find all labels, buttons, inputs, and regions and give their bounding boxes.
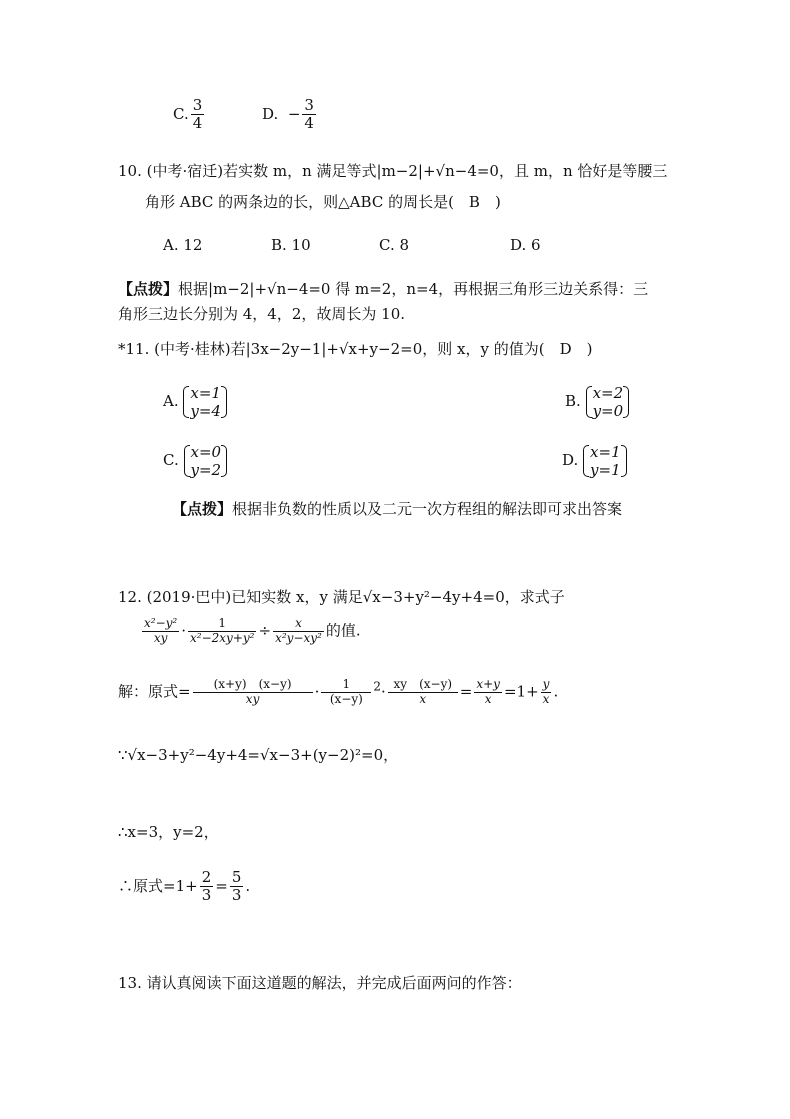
q11-stem: *11. (中考·桂林)若|3x−2y−1|+√x+y−2=0，则 x，y 的值为( D ) bbox=[118, 340, 593, 358]
q11-d-system: x=1 y=1 bbox=[583, 443, 627, 479]
q12-expression: $\frac{\text{x²−y²}}{xy}$ · $\frac{1}{\text{x²−2xy+y²}}$ ÷ $\frac{x}{\text{x²y−xy²}}$ 的值. bbox=[144, 616, 361, 645]
q12-therefore-line-2: ∴原式=1+ $\frac{2}{3}$ = $\frac{5}{3}$ . bbox=[118, 868, 251, 905]
q10-stem-line2: 角形 ABC 的两条边的长，则△ABC 的周长是( B ) bbox=[145, 193, 501, 211]
q10-hint-label: 【点拨】 bbox=[118, 280, 179, 298]
q12-expr-fraction-2: $\frac{1}{\text{x²−2xy+y²}}$ bbox=[190, 616, 255, 645]
q11-b-system: x=2 y=0 bbox=[586, 384, 630, 420]
q11-option-b: B. x=2 y=0 bbox=[565, 384, 629, 420]
q10-option-d: D. 6 bbox=[510, 236, 541, 254]
q10-option-a: A. 12 bbox=[163, 236, 203, 254]
q11-hint: 【点拨】根据非负数的性质以及二元一次方程组的解法即可求出答案 bbox=[172, 500, 623, 518]
q10-hint-line2: 角形三边长分别为 4，4，2，故周长为 10. bbox=[118, 305, 406, 323]
q12-result-fraction-2: $\frac{5}{3}$ bbox=[231, 868, 242, 905]
q12-stem: 12. (2019·巴中)已知实数 x，y 满足√x−3+y²−4y+4=0，求式子 bbox=[118, 588, 565, 606]
q12-sol-fraction-1: $\frac{(x+y) (x-y)}{xy}$ bbox=[193, 678, 313, 707]
q10-option-c: C. 8 bbox=[379, 236, 410, 254]
q11-c-system: x=0 y=2 bbox=[184, 443, 228, 479]
q11-a-system: x=1 y=4 bbox=[183, 384, 227, 420]
q12-sol-fraction-5: $\frac{y}{x}$ bbox=[542, 677, 550, 706]
q10-option-b: B. 10 bbox=[271, 236, 311, 254]
q13-stem: 13. 请认真阅读下面这道题的解法，并完成后面两问的作答： bbox=[118, 974, 522, 992]
q9-option-c: C. $\frac{3}{4}$ bbox=[173, 96, 203, 133]
q12-sol-fraction-2: $\frac{1}{(x-y)}$ bbox=[321, 678, 371, 707]
q12-expr-fraction-3: $\frac{x}{\text{x²y−xy²}}$ bbox=[275, 616, 322, 645]
q10-stem-line1: 10. (中考·宿迁)若实数 m，n 满足等式|m−2|+√n−4=0，且 m，n 恰好是等腰三 bbox=[118, 162, 668, 180]
q11-hint-label: 【点拨】 bbox=[172, 500, 233, 518]
q12-expr-fraction-1: $\frac{\text{x²−y²}}{xy}$ bbox=[144, 616, 178, 645]
q12-result-fraction-1: $\frac{2}{3}$ bbox=[201, 868, 212, 905]
q9-c-fraction: $\frac{3}{4}$ bbox=[192, 96, 203, 133]
q11-option-d: D. x=1 y=1 bbox=[562, 443, 627, 479]
q12-sol-fraction-4: $\frac{x+y}{x}$ bbox=[476, 677, 500, 706]
q11-option-a: A. x=1 y=4 bbox=[163, 384, 227, 420]
q11-option-c: C. x=0 y=2 bbox=[163, 443, 227, 479]
q12-therefore-line-1: ∴x=3，y=2， bbox=[118, 823, 219, 841]
q12-solution-line: 解：原式= $\frac{(x+y) (x-y)}{xy}$ · $\frac{1}{(x-y)}$ $^2$· $\frac{xy (x-y)}{x}$ = $\frac{x+y}{x}$ =1+ $\frac{y}{x}$ . bbox=[118, 677, 559, 706]
q12-sol-fraction-3: $\frac{xy (x-y)}{x}$ bbox=[388, 678, 458, 707]
q12-because-line: ∵√x−3+y²−4y+4=√x−3+(y−2)²=0， bbox=[118, 746, 399, 764]
q9-d-fraction: $\frac{3}{4}$ bbox=[304, 96, 314, 133]
q9-option-d: D. − $\frac{3}{4}$ bbox=[262, 96, 314, 133]
q10-hint-line1: 【点拨】根据|m−2|+√n−4=0 得 m=2，n=4，再根据三角形三边关系得：三 bbox=[118, 280, 649, 298]
